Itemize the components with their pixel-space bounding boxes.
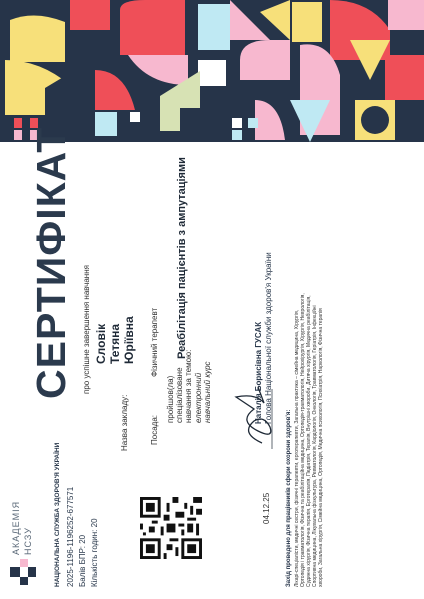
course-title: Реабілітація пацієнтів з ампутаціями bbox=[176, 157, 188, 359]
recipient-patronymic: Юріївна bbox=[122, 316, 136, 364]
completed-label-1: пройшов(ла) bbox=[166, 375, 175, 423]
completed-label-3: навчання за темою: bbox=[184, 349, 193, 423]
signer-position: Голова Національної служби здоров'я України bbox=[264, 252, 273, 424]
position-label: Посада: bbox=[150, 415, 159, 445]
hours-count: Кількість годин: 20 bbox=[90, 518, 99, 587]
recipient-name: Тетяна bbox=[108, 323, 122, 364]
logo-line-1: АКАДЕМІЯ bbox=[11, 500, 21, 555]
recipient-surname: Словік bbox=[94, 323, 108, 364]
position-value: Фізичний терапевт bbox=[150, 307, 159, 377]
certificate-number: 2025-1196-1196252-677571 bbox=[66, 486, 75, 587]
certificate-title: СЕРТИФІКАТ bbox=[28, 126, 74, 399]
bpr-points: Балів БПР: 20 bbox=[78, 534, 87, 587]
course-type-1: електронний bbox=[194, 372, 203, 423]
qr-code-image bbox=[140, 497, 202, 559]
logo-line-2: НСЗУ bbox=[23, 527, 33, 555]
course-type-2: навчальний курс bbox=[203, 361, 212, 423]
footnote-title: Захід проведено для працівників сфери охорони здоров'я: bbox=[286, 409, 292, 587]
decorative-pattern-banner bbox=[0, 0, 424, 142]
org-caption: НАЦІОНАЛЬНА СЛУЖБА ЗДОРОВ'Я УКРАЇНИ bbox=[54, 442, 61, 587]
academy-logo-icon bbox=[8, 557, 38, 587]
certificate-subtitle: про успішне завершення навчання bbox=[82, 265, 91, 394]
signature-image bbox=[232, 377, 280, 449]
institution-label: Назва закладу: bbox=[120, 394, 129, 451]
issue-date: 04.12.25 bbox=[262, 492, 271, 524]
signer-name: Наталія Борисівна ГУСАК bbox=[254, 321, 263, 424]
completed-label-2: спеціалізоване bbox=[175, 367, 184, 423]
certificate-body bbox=[0, 126, 424, 599]
footnote-text: Лікарі-спеціалісти, медичні сестри, фізичні терапевти, ерготерапевти, Загальна практика – сімейна медицина, Хірургія, Ортопедія і травматологія, Фізична та реабілітаційна медицина, Ортопедія-травматологія, Нейрохірургія, Хірургія, Неврологія, Судинна хірургія, Фізична терапія, Ерготерапія, Педіатрія, Терапія, Внутрішні хвороби, Дитяча хірургія, Медична реабілітація, Спортивна медицина, Лікувальна фізкультура, Ревматологія, Кардіологія, Онкологія, Травматологія, Геріатрія, Інфекційні хвороби, Загальна хірургія, Сімейна медицина, Ортопедія, Медична психологія, Психіатрія, Наркологія, Фізична терапія bbox=[294, 293, 324, 587]
